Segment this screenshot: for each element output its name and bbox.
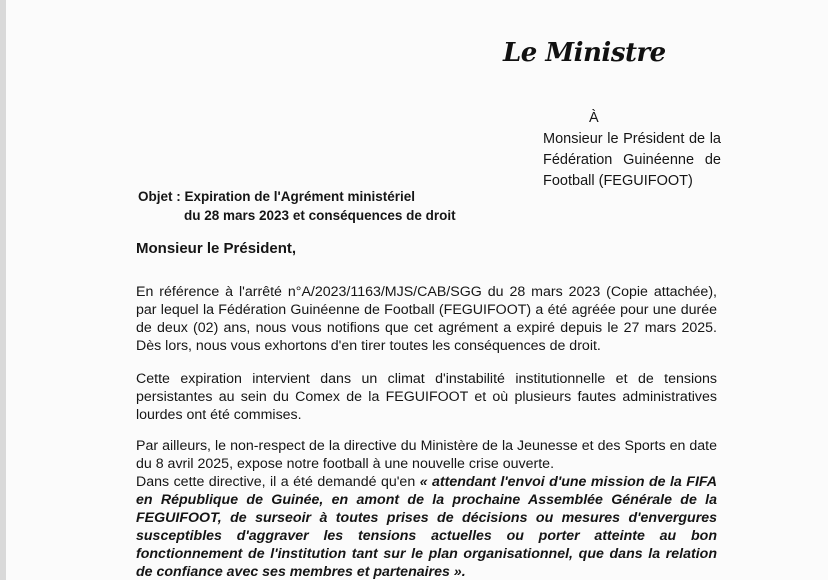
paragraph-expiration: Cette expiration intervient dans un climat d'instabilité institutionnelle et de tensions persistantes au sein du Comex de la FEGUIFOOT et où plusieurs fautes administratives lourdes ont été commises. [136,371,717,423]
paragraph-directive [136,437,717,580]
paragraph-directive-quote-block [136,473,717,580]
directive-intro: Dans cette directive, il a été demandé qu'en [136,474,420,490]
object-block [138,187,456,225]
addressee-mark: À [589,110,599,126]
paragraph-reference: En référence à l'arrêté n°A/2023/1163/MJS/CAB/SGG du 28 mars 2023 (Copie attachée), par lequel la Fédération Guinéenne de Football (FEGUIFOOT) a été agréée pour une durée de deux (02) ans, nous vous notifions que cet agrément a expiré depuis le 27 mars 2025. Dès lors, nous vous exhortons d'en tirer toutes les conséquences de droit. [136,284,717,354]
paragraph-directive-text: Par ailleurs, le non-respect de la directive du Ministère de la Jeunesse et des Sports en date du 8 avril 2025, expose notre football à une nouvelle crise ouverte. [136,438,717,472]
directive-quote: « attendant l'envoi d'une mission de la FIFA en République de Guinée, en amont de la prochaine Assemblée Générale de la FEGUIFOOT, de surseoir à toutes prises de décisions ou mesures d'envergures susceptibles d'aggraver les tensions actuelles ou porter atteinte au bon fonctionnement de l'institution tant sur le plan organisationnel, que dans la relation de confiance avec ses membres et partenaires ». [136,474,718,580]
addressee-block [543,108,721,192]
object-line-1: Objet : Expiration de l'Agrément ministériel [138,189,416,204]
addressee-text: Monsieur le Président de la Fédération Guinéenne de Football (FEGUIFOOT) [543,131,721,189]
object-line-2: du 28 mars 2023 et conséquences de droit [184,208,456,223]
letter-heading: Le Ministre [503,38,666,68]
salutation: Monsieur le Président, [136,240,297,257]
